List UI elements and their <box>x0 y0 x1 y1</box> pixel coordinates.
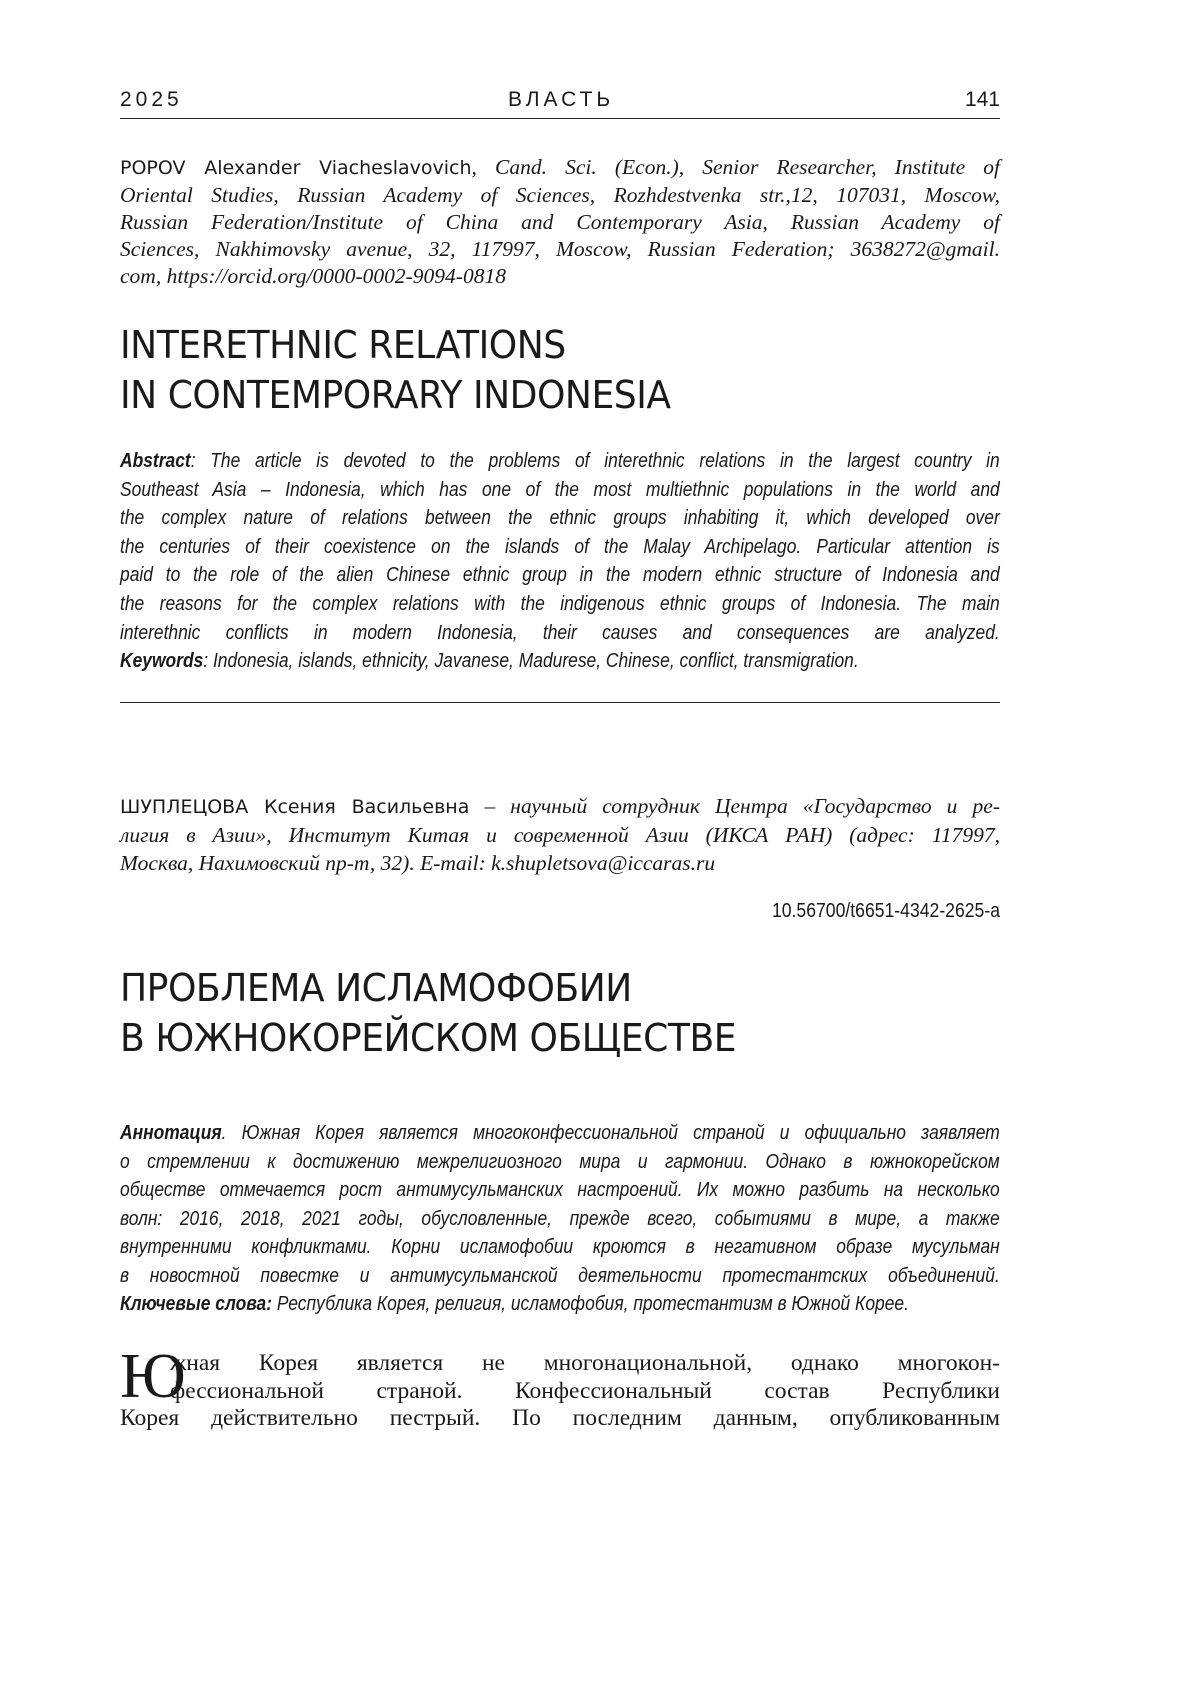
author-affiliation: , Cand. Sci. (Econ.), Senior Researcher, Institute of <box>471 155 1000 179</box>
title-line: IN CONTEMPORARY INDONESIA <box>120 373 671 417</box>
author-affiliation-cont: Sciences, Nakhimovsky avenue, 32, 117997, Moscow, Russian Federation; 3638272@gmail. <box>120 237 1000 261</box>
keywords-text: : Indonesia, islands, ethnicity, Javanese, Madurese, Chinese, conflict, transmigration. <box>203 649 859 673</box>
abstract-text: interethnic conflicts in modern Indonesia, their causes and consequences are analyzed. <box>120 620 1000 644</box>
title-line: ПРОБЛЕМА ИСЛАМОФОБИИ <box>120 966 632 1010</box>
title-line: INTERETHNIC RELATIONS <box>120 323 566 367</box>
abstract-line <box>120 1119 1000 1148</box>
header-journal: ВЛАСТЬ <box>508 88 615 111</box>
abstract-text: the centuries of their coexistence on the islands of the Malay Archipelago. Particular attention is <box>120 534 1000 558</box>
keywords-line <box>120 1290 1000 1319</box>
author-line <box>120 182 1000 209</box>
abstract-line <box>120 1205 1000 1234</box>
abstract-text: волн: 2016, 2018, 2021 годы, обусловленные, прежде всего, событиями в мире, а также <box>120 1206 1000 1230</box>
author-affiliation-cont: Москва, Нахимовский пр-т, 32). E-mail: k.shupletsova@iccaras.ru <box>120 851 716 875</box>
ru-abstract <box>120 1119 1000 1319</box>
body-line: жная Корея является не многонациональной, однако многокон- <box>170 1350 1000 1376</box>
ru-article-title <box>120 963 956 1063</box>
drop-cap: Ю <box>120 1340 186 1411</box>
abstract-label: Аннотация <box>120 1121 222 1144</box>
author-line <box>120 154 1000 182</box>
abstract-text: Southeast Asia – Indonesia, which has one of the most multiethnic populations in the world and <box>120 477 1000 501</box>
body-line: Корея действительно пестрый. По последним данным, опубликованным <box>120 1405 1000 1431</box>
running-header <box>120 88 1000 119</box>
keywords-line <box>120 647 1000 676</box>
abstract-line <box>120 447 1000 476</box>
abstract-line <box>120 504 1000 533</box>
author-line <box>120 236 1000 263</box>
author-affiliation-cont: Oriental Studies, Russian Academy of Sciences, Rozhdestvenka str.,12, 107031, Moscow, <box>120 183 1000 207</box>
title-line: В ЮЖНОКОРЕЙСКОМ ОБЩЕСТВЕ <box>120 1016 737 1060</box>
author-line <box>120 821 1000 849</box>
doi: 10.56700/t6651-4342-2625-a <box>771 900 1000 922</box>
abstract-text: обществе отмечается рост антимусульманских настроений. Их можно разбить на несколько <box>120 1178 1000 1201</box>
abstract-line <box>120 590 1000 619</box>
abstract-line <box>120 1148 1000 1177</box>
abstract-text: the reasons for the complex relations with the indigenous ethnic groups of Indonesia. The main <box>120 591 1000 615</box>
en-abstract <box>120 447 1000 676</box>
author-name: ШУПЛЕЦОВА Ксения Васильевна <box>120 796 470 818</box>
abstract-text: the complex nature of relations between the ethnic groups inhabiting it, which developed over <box>120 506 1000 530</box>
abstract-label: Abstract <box>120 449 191 472</box>
ru-author-block <box>120 792 1000 877</box>
body-line: фессиональной страной. Конфессиональный состав Республики <box>170 1377 1000 1404</box>
divider <box>120 702 1000 703</box>
abstract-line <box>120 533 1000 562</box>
keywords-label: Keywords <box>120 649 204 673</box>
author-line <box>120 209 1000 236</box>
author-name: POPOV Alexander Viacheslavovich <box>120 157 472 179</box>
header-year: 2025 <box>120 88 183 111</box>
abstract-line <box>120 619 1000 648</box>
abstract-line <box>120 1262 1000 1291</box>
article-body <box>120 1340 1000 1433</box>
abstract-text: . Южная Корея является многоконфессиональной страной и официально заявляет <box>221 1121 1000 1144</box>
author-line <box>120 792 1000 821</box>
en-author-block <box>120 154 1000 290</box>
abstract-line <box>120 561 1000 590</box>
keywords-text: Республика Корея, религия, исламофобия, протестантизм в Южной Корее. <box>272 1292 909 1315</box>
keywords-label: Ключевые слова: <box>120 1292 273 1315</box>
author-line <box>120 849 1000 877</box>
en-article-title <box>120 320 956 420</box>
abstract-text: paid to the role of the alien Chinese ethnic group in the modern ethnic structure of Indonesia and <box>120 563 1000 587</box>
author-line <box>120 263 1000 290</box>
abstract-line <box>120 476 1000 505</box>
author-affiliation: – научный сотрудник Центра «Государство и ре- <box>469 794 1000 818</box>
author-affiliation-cont: лигия в Азии», Институт Китая и современной Азии (ИКСА РАН) (адрес: 117997, <box>120 823 1000 847</box>
author-affiliation-cont: Russian Federation/Institute of China and Contemporary Asia, Russian Academy of <box>120 210 1000 234</box>
author-affiliation-cont: com, https://orcid.org/0000-0002-9094-0818 <box>120 264 506 288</box>
header-page-number: 141 <box>964 88 1000 111</box>
abstract-text: : The article is devoted to the problems of interethnic relations in the largest country in <box>190 449 1000 472</box>
abstract-text: о стремлении к достижению межрелигиозного мира и гармонии. Однако в южнокорейском <box>120 1149 1000 1173</box>
abstract-line <box>120 1233 1000 1262</box>
abstract-line <box>120 1176 1000 1205</box>
abstract-text: внутренними конфликтами. Корни исламофобии кроются в негативном образе мусульман <box>120 1235 1000 1258</box>
abstract-text: в новостной повестке и антимусульманской деятельности протестантских объединений. <box>120 1263 1000 1287</box>
